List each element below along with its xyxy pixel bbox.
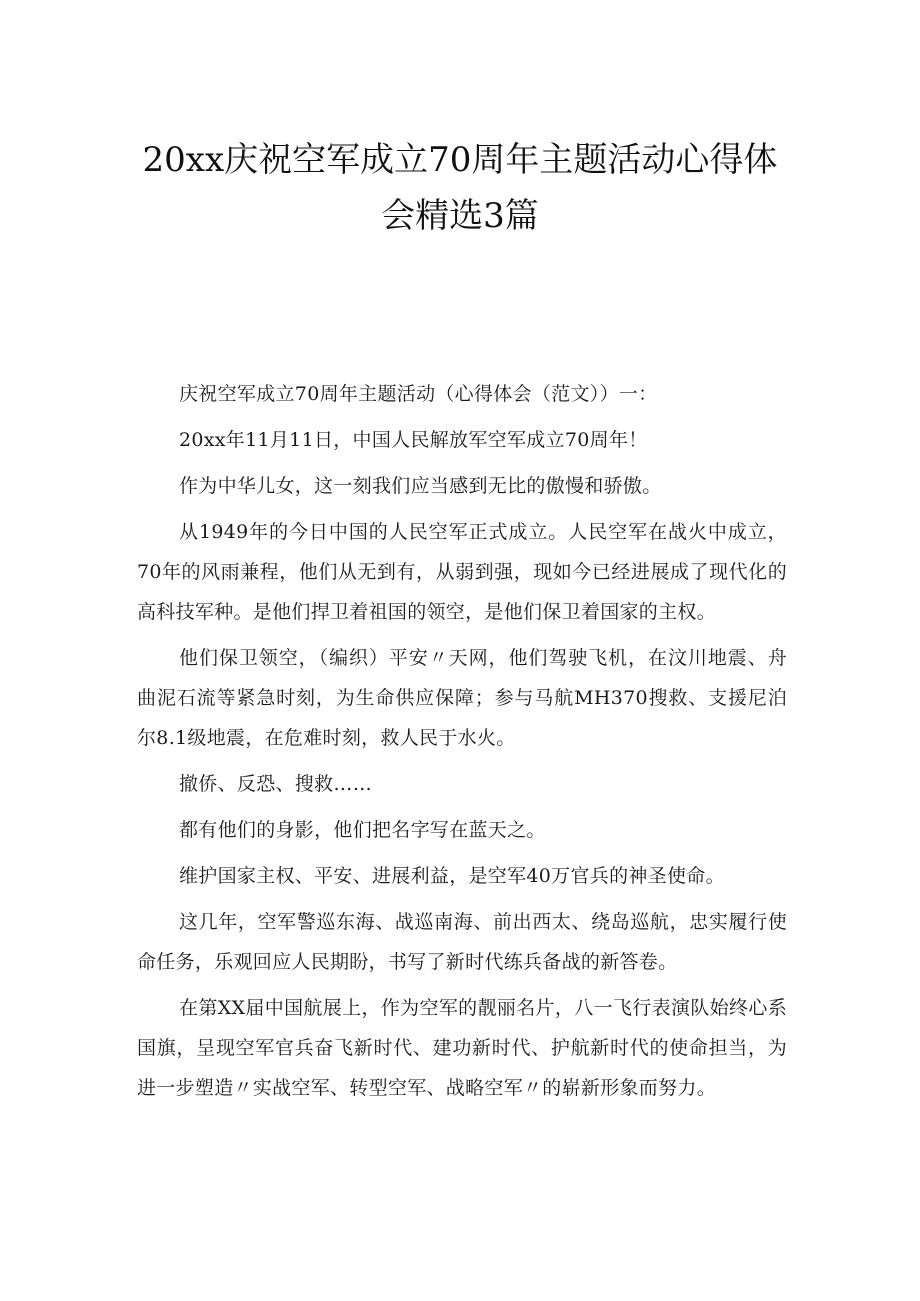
title-line-1: 20xx庆祝空军成立70周年主题活动心得体 [142,140,778,180]
document-title [120,132,800,244]
paragraph-heading: 庆祝空军成立70周年主题活动（心得体会（范文））一： [179,383,658,405]
paragraph: 都有他们的身影，他们把名字写在蓝天之。 [179,819,546,841]
paragraph: 在第XX届中国航展上，作为空军的靓丽名片，八一飞行表演队始终心系国旗，呈现空军官兵奋飞新时代、建功新时代、护航新时代的使命担当，为进一步塑造〃实战空军、转型空军、战略空军〃的崭新形象而努力。 [137,997,787,1099]
document-body [137,374,787,1114]
paragraph: 20xx年11月11日，中国人民解放军空军成立70周年！ [179,429,648,451]
title-line-2: 会精选3篇 [381,196,539,236]
paragraph: 他们保卫领空，（编织）平安〃天网，他们驾驶飞机，在汶川地震、舟曲泥石流等紧急时刻，为生命供应保障；参与马航MH370搜救、支援尼泊尔8.1级地震，在危难时刻，救人民于水火。 [137,647,787,749]
paragraph: 维护国家主权、平安、进展利益，是空军40万官兵的神圣使命。 [179,865,725,887]
paragraph: 这几年，空军警巡东海、战巡南海、前出西太、绕岛巡航，忠实履行使命任务，乐观回应人民期盼，书写了新时代练兵备战的新答卷。 [137,911,787,973]
paragraph: 作为中华儿女，这一刻我们应当感到无比的傲慢和骄傲。 [179,475,662,497]
paragraph: 从1949年的今日中国的人民空军正式成立。人民空军在战火中成立，70年的风雨兼程，他们从无到有，从弱到强，现如今已经进展成了现代化的高科技军种。是他们捍卫着祖国的领空，是他们保卫着国家的主权。 [137,521,787,623]
paragraph: 撤侨、反恐、搜救…… [179,773,373,795]
